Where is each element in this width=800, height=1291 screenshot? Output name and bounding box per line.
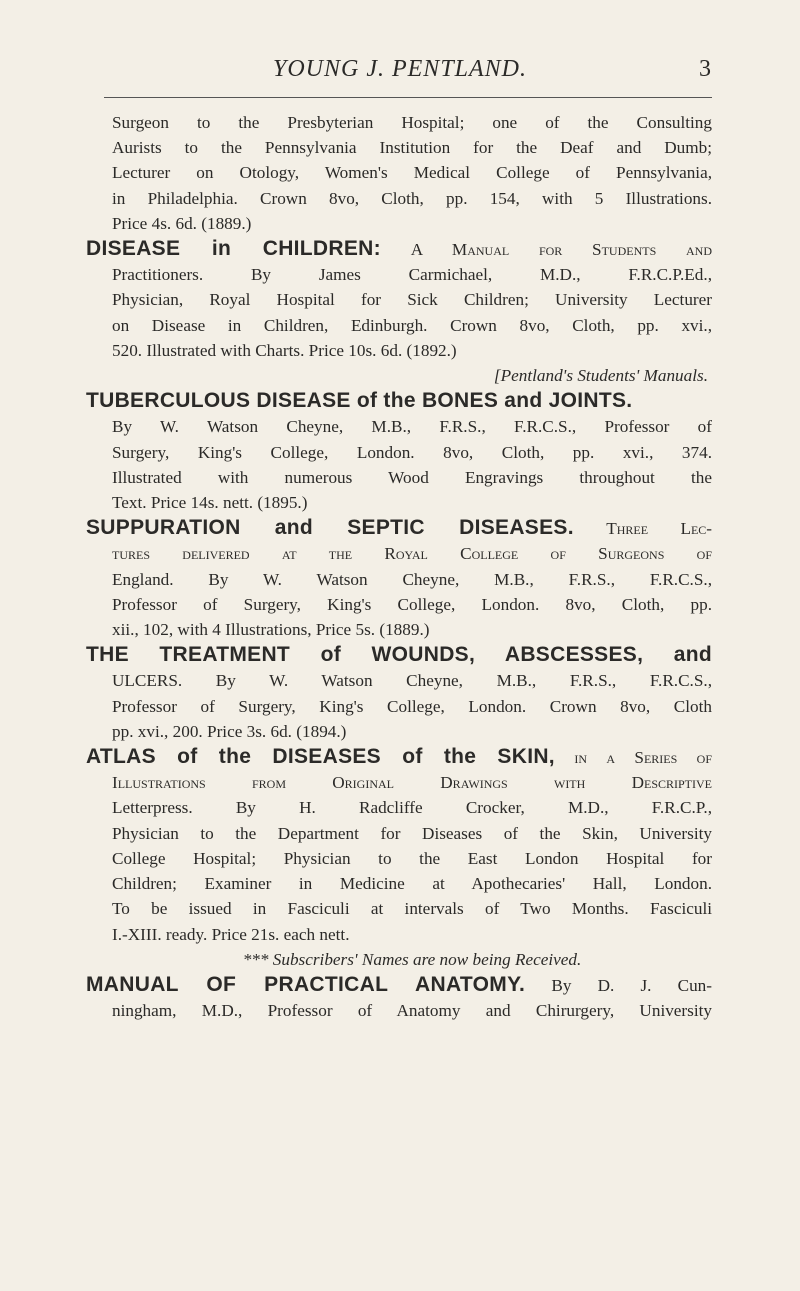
entry-line: Lecturer on Otology, Women's Medical College of Pennsylvania, [112, 163, 712, 183]
entry-title: MANUAL OF PRACTICAL ANATOMY. [86, 972, 526, 996]
entry-line: tures delivered at the Royal College of Surgeons of [112, 544, 712, 564]
entry-line: Letterpress. By H. Radcliffe Crocker, M.D., F.R.C.P., [112, 798, 712, 818]
entry-line: ningham, M.D., Professor of Anatomy and Chirurgery, University [112, 1001, 712, 1021]
entry-line: England. By W. Watson Cheyne, M.B., F.R.S., F.R.C.S., [112, 569, 712, 589]
entry-subtitle: By D. J. Cun- [551, 975, 712, 995]
entry-title: THE TREATMENT of WOUNDS, ABSCESSES, and [86, 643, 712, 667]
entry-line [86, 515, 712, 541]
entry-line [86, 236, 712, 262]
entry-line [86, 972, 712, 998]
series-note: [Pentland's Students' Manuals. [493, 366, 708, 386]
entry-line: in Philadelphia. Crown 8vo, Cloth, pp. 154, with 5 Illustrations. [112, 188, 712, 208]
entry-line: College Hospital; Physician to the East London Hospital for [112, 848, 712, 868]
entry-title: SUPPURATION and SEPTIC DISEASES. [86, 516, 574, 540]
entry-line: Physician to the Department for Diseases of the Skin, University [112, 823, 712, 843]
entry-subtitle: A Manual for Students and [410, 240, 713, 260]
entry-body [86, 262, 712, 388]
entry-body [86, 668, 712, 744]
page-number: 3 [699, 56, 712, 82]
running-head [0, 56, 800, 83]
catalogue-text [86, 110, 712, 1023]
entry-subtitle: Three Lec- [606, 519, 713, 539]
entry-title: TUBERCULOUS DISEASE of the BONES and JOINTS. [86, 389, 633, 413]
entry-line [86, 642, 712, 668]
entry-line: Illustrated with numerous Wood Engravings throughout the [112, 467, 712, 487]
entry-manual-practical-anatomy [86, 972, 712, 1023]
entry-line: Surgeon to the Presbyterian Hospital; one of the Consulting [112, 113, 712, 132]
entry-line: Aurists to the Pennsylvania Institution for the Deaf and Dumb; [112, 138, 712, 158]
entry-line: Surgery, King's College, London. 8vo, Cloth, pp. xvi., 374. [112, 442, 712, 462]
entry-line: 520. Illustrated with Charts. Price 10s. 6d. (1892.) [112, 340, 457, 360]
entry-atlas-of-skin-diseases [86, 744, 712, 972]
running-title: YOUNG J. PENTLAND. [272, 56, 528, 82]
entry-line: Professor of Surgery, King's College, London. Crown 8vo, Cloth [112, 696, 712, 716]
entry-body [86, 541, 712, 642]
entry-title: ATLAS of the DISEASES of the SKIN, [86, 745, 555, 769]
entry-line: Text. Price 14s. nett. (1895.) [112, 493, 308, 513]
entry-line: xii., 102, with 4 Illustrations, Price 5s. (1889.) [112, 620, 430, 640]
entry-body [86, 998, 712, 1023]
entry-tuberculous-disease [86, 388, 712, 515]
entry-disease-in-children [86, 236, 712, 388]
entry-subtitle: in a Series of [574, 748, 713, 768]
entry-line: Practitioners. By James Carmichael, M.D., F.R.C.P.Ed., [112, 265, 712, 285]
entry-line: Illustrations from Original Drawings with Descriptive [112, 773, 712, 793]
entry-line: pp. xvi., 200. Price 3s. 6d. (1894.) [112, 721, 347, 741]
entry-body [86, 414, 712, 515]
subscribers-note: *** Subscribers' Names are now being Received. [242, 949, 582, 969]
entry-line: on Disease in Children, Edinburgh. Crown 8vo, Cloth, pp. xvi., [112, 315, 712, 335]
entry-line: To be issued in Fasciculi at intervals of Two Months. Fasciculi [112, 899, 712, 919]
entry-line [86, 388, 712, 414]
header-rule [104, 97, 712, 98]
entry-line [86, 744, 712, 770]
entry-line: Price 4s. 6d. (1889.) [112, 213, 252, 233]
entry-line: I.-XIII. ready. Price 21s. each nett. [112, 924, 350, 944]
entry-body [86, 770, 712, 972]
entry-continuation [86, 110, 712, 236]
entry-suppuration [86, 515, 712, 642]
entry-line: By W. Watson Cheyne, M.B., F.R.S., F.R.C.S., Professor of [112, 417, 712, 437]
entry-line: Professor of Surgery, King's College, London. 8vo, Cloth, pp. [112, 594, 712, 614]
entry-treatment-of-wounds [86, 642, 712, 744]
entry-line: Children; Examiner in Medicine at Apothecaries' Hall, London. [112, 874, 712, 894]
entry-title: DISEASE in CHILDREN: [86, 237, 381, 261]
entry-line: ULCERS. By W. Watson Cheyne, M.B., F.R.S., F.R.C.S., [112, 671, 712, 691]
entry-line: Physician, Royal Hospital for Sick Children; University Lecturer [112, 290, 712, 310]
